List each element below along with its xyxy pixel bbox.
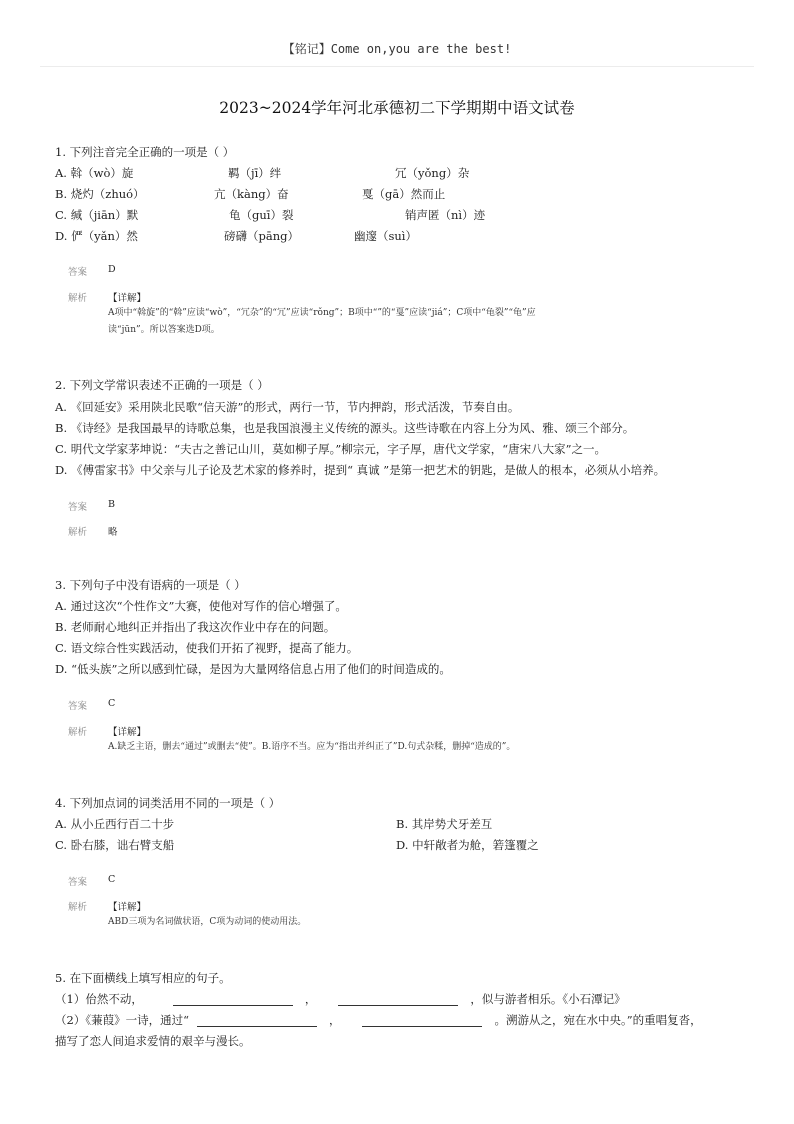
exam-title: 2023~2024学年河北承德初二下学期期中语文试卷 — [219, 99, 575, 117]
q1-option-b-3: 戛（gā）然而止 — [362, 187, 446, 201]
q5-blank-3[interactable] — [197, 1014, 317, 1027]
q3-analysis-label: 解析 — [68, 727, 88, 738]
q1-explain-line-1: A项中“斡旋”的“斡”应读“wò”，“冗杂”的“冗”应读“rǒng”；B项中“”的“戛”应读“jiá”；C项中“龟裂”“龟”应 — [108, 308, 536, 318]
q1-option-a-2: 羁（jī）绊 — [228, 166, 282, 180]
q1-option-b-2: 亢（kàng）奋 — [214, 187, 289, 201]
page-header-motto: 【铭记】Come on,you are the best! — [282, 42, 512, 56]
q3-option-d: D. “低头族”之所以感到忙碌，是因为大量网络信息占用了他们的时间造成的。 — [55, 662, 451, 676]
q5-line2-suffix: 。溯游从之，宛在水中央。”的重唱复沓， — [494, 1013, 702, 1027]
q1-option-b-1: B. 烧灼（zhuó） — [55, 187, 145, 201]
q5-line1-prefix: （1）佁然不动， — [55, 992, 143, 1006]
q5-line-1 — [55, 992, 626, 1006]
q1-stem: 1. 下列注音完全正确的一项是（ ） — [55, 145, 235, 159]
q2-explain: 略 — [108, 527, 118, 538]
q1-option-d-2: 磅礴（pāng） — [224, 229, 299, 243]
q2-stem: 2. 下列文学常识表述不正确的一项是（ ） — [55, 378, 269, 392]
q3-answer-label: 答案 — [68, 701, 88, 712]
q1-option-c-1: C. 缄（jiān）默 — [55, 208, 139, 222]
q3-stem: 3. 下列句子中没有语病的一项是（ ） — [55, 578, 246, 592]
q5-blank-4[interactable] — [362, 1014, 482, 1027]
q1-detail-label: 【详解】 — [108, 293, 147, 304]
q1-answer-value: D — [108, 264, 116, 275]
q4-answer-value: C — [108, 874, 116, 885]
q3-option-c: C. 语文综合性实践活动，使我们开拓了视野，提高了能力。 — [55, 641, 359, 655]
header-divider — [40, 66, 754, 67]
q1-answer-label: 答案 — [68, 267, 88, 278]
q4-stem: 4. 下列加点词的词类活用不同的一项是（ ） — [55, 796, 281, 810]
q5-line2-sep: ， — [328, 1013, 341, 1027]
q1-option-a-1: A. 斡（wò）旋 — [55, 166, 134, 180]
q4-option-c: C. 卧右膝，诎右臂支船 — [55, 838, 175, 852]
q5-line1-sep: ， — [304, 992, 317, 1006]
q5-line2-prefix: （2）《蒹葭》一诗，通过“ — [55, 1013, 189, 1027]
q3-detail-label: 【详解】 — [108, 727, 147, 738]
q1-option-d-3: 幽邃（suì） — [354, 229, 417, 243]
q4-option-b: B. 其岸势犬牙差互 — [396, 817, 493, 831]
q2-answer-value: B — [108, 499, 115, 510]
q2-option-b: B. 《诗经》是我国最早的诗歌总集，也是我国浪漫主义传统的源头。这些诗歌在内容上分为风、雅、颂三个部分。 — [55, 421, 635, 435]
q1-option-c-2: 龟（guī）裂 — [229, 208, 294, 222]
q2-option-a: A. 《回延安》采用陕北民歌“信天游”的形式，两行一节，节内押韵，形式活泼，节奏自由。 — [55, 400, 520, 414]
q1-analysis-label: 解析 — [68, 293, 88, 304]
q4-detail-label: 【详解】 — [108, 902, 147, 913]
q1-option-d-1: D. 俨（yǎn）然 — [55, 229, 138, 243]
q5-blank-2[interactable] — [338, 993, 458, 1006]
q3-answer-value: C — [108, 698, 116, 709]
q2-answer-label: 答案 — [68, 502, 88, 513]
q4-answer-label: 答案 — [68, 877, 88, 888]
q5-line-3: 描写了恋人间追求爱情的艰辛与漫长。 — [55, 1034, 251, 1048]
q3-option-a: A. 通过这次“个性作文”大赛，使他对写作的信心增强了。 — [55, 599, 347, 613]
q2-analysis-label: 解析 — [68, 527, 88, 538]
q4-option-d: D. 中轩敞者为舱，箬篷覆之 — [396, 838, 539, 852]
q1-option-a-3: 冗（yǒng）杂 — [395, 166, 470, 180]
q5-line1-suffix: ，似与游者相乐。《小石潭记》 — [470, 992, 626, 1006]
q2-option-d: D. 《傅雷家书》中父亲与儿子论及艺术家的修养时，提到“ 真诚 ”是第一把艺术的钥匙，是做人的根本，必须从小培养。 — [55, 463, 666, 477]
q1-option-c-3: 销声匿（nì）迹 — [405, 208, 486, 222]
q4-explain: ABD三项为名词做状语，C项为动词的使动用法。 — [108, 917, 307, 927]
q3-explain: A.缺乏主语，删去“通过”或删去“使”。B.语序不当。应为“指出并纠正了”D.句式杂糅，删掉“造成的”。 — [108, 742, 516, 752]
q5-stem: 5. 在下面横线上填写相应的句子。 — [55, 971, 231, 985]
q2-option-c: C. 明代文学家茅坤说：“夫古之善记山川，莫如柳子厚。”柳宗元，字子厚，唐代文学家，“唐宋八大家”之一。 — [55, 442, 606, 456]
q4-analysis-label: 解析 — [68, 902, 88, 913]
q3-option-b: B. 老师耐心地纠正并指出了我这次作业中存在的问题。 — [55, 620, 336, 634]
q1-explain-line-2: 读“jūn”。所以答案选D项。 — [108, 325, 220, 335]
q4-option-a: A. 从小丘西行百二十步 — [55, 817, 175, 831]
q5-line-2 — [55, 1013, 702, 1027]
q5-blank-1[interactable] — [173, 993, 293, 1006]
